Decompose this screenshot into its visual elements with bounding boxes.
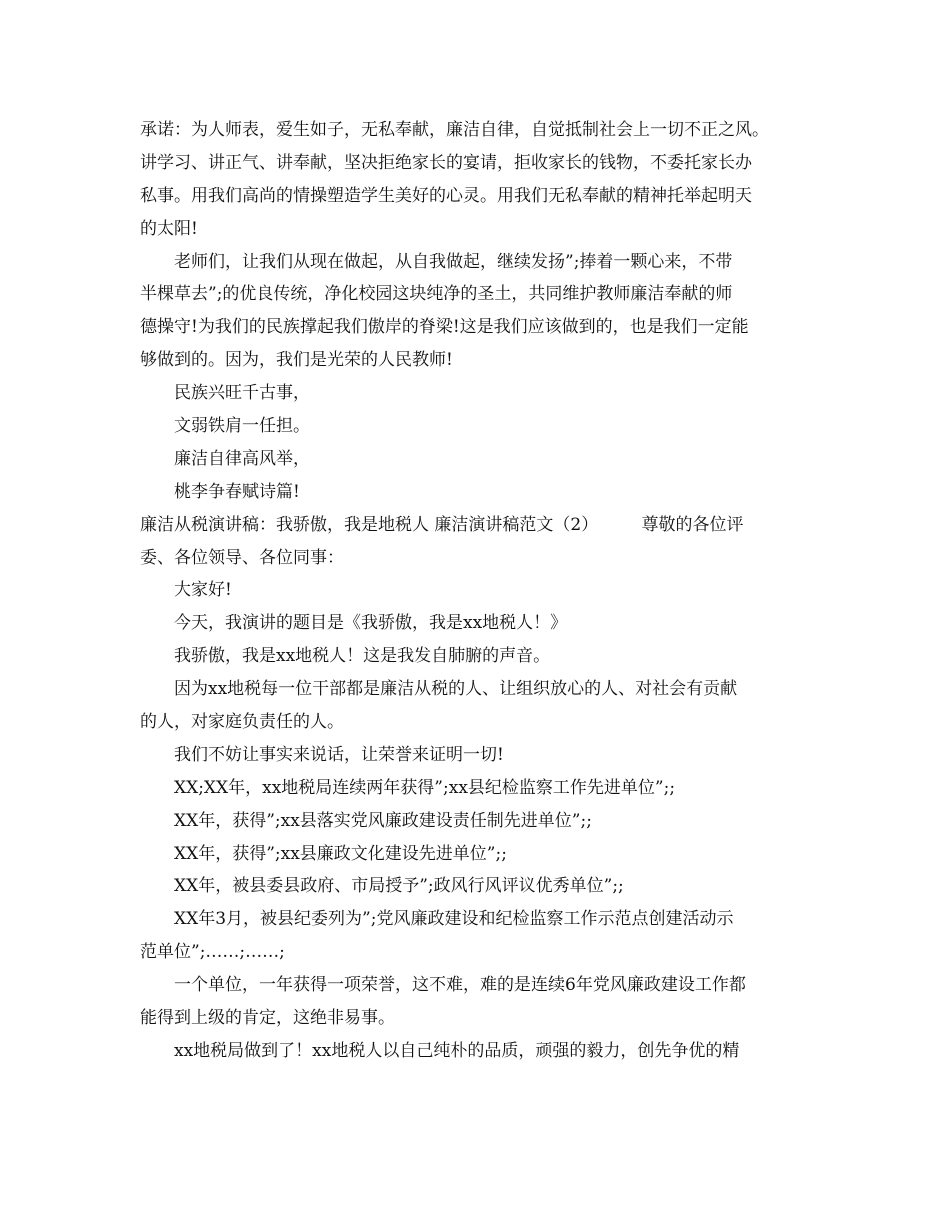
- text-line: 因为xx地税每一位干部都是廉洁从税的人、让组织放心的人、对社会有贡献: [174, 679, 738, 700]
- text-line: 大家好!: [174, 580, 232, 601]
- text-line: xx地税局做到了！xx地税人以自己纯朴的品质，顽强的毅力，创先争优的精: [174, 1040, 740, 1061]
- document-body: [140, 114, 820, 1068]
- text-line: 文弱铁肩一任担。: [174, 416, 310, 437]
- text-line: 够做到的。因为，我们是光荣的人民教师!: [140, 350, 453, 371]
- text-line: 廉洁从税演讲稿：我骄傲，我是地税人 廉洁演讲稿范文（2） 尊敬的各位评: [140, 514, 744, 535]
- text-line: 范单位”;……;……;: [140, 942, 285, 963]
- text-line: XX年，获得”;xx县落实党风廉政建设责任制先进单位”;;: [174, 810, 592, 831]
- text-line: 我骄傲，我是xx地税人！这是我发自肺腑的声音。: [174, 646, 551, 667]
- text-line: 私事。用我们高尚的情操塑造学生美好的心灵。用我们无私奉献的精神托举起明天: [140, 185, 752, 206]
- text-line: 讲学习、讲正气、讲奉献，坚决拒绝家长的宴请，拒收家长的钱物，不委托家长办: [140, 152, 752, 173]
- text-line: XX年，被县委县政府、市局授予”;政风行风评议优秀单位”;;: [174, 876, 624, 897]
- text-line: 一个单位，一年获得一项荣誉，这不难，难的是连续6年党风廉政建设工作都: [174, 975, 746, 996]
- text-line: 我们不妨让事实来说话，让荣誉来证明一切!: [174, 744, 504, 765]
- text-line: XX年，获得”;xx县廉政文化建设先进单位”;;: [174, 843, 507, 864]
- text-line: 老师们，让我们从现在做起，从自我做起，继续发扬”;捧着一颗心来，不带: [174, 251, 733, 272]
- text-line: 的人，对家庭负责任的人。: [140, 712, 344, 733]
- text-line: XX年3月，被县纪委列为”;党风廉政建设和纪检监察工作示范点创建活动示: [174, 909, 734, 930]
- text-line: 承诺：为人师表，爱生如子，无私奉献，廉洁自律，自觉抵制社会上一切不正之风。: [140, 120, 769, 140]
- text-line: 今天，我演讲的题目是《我骄傲，我是xx地税人！》: [174, 613, 568, 634]
- text-line: 的太阳!: [140, 218, 198, 239]
- text-line: 民族兴旺千古事，: [174, 383, 310, 404]
- text-line: 半棵草去”;的优良传统，净化校园这块纯净的圣土，共同维护教师廉洁奉献的师: [140, 284, 733, 305]
- text-line: 能得到上级的肯定，这绝非易事。: [140, 1008, 395, 1029]
- text-line: 德操守!为我们的民族撑起我们傲岸的脊梁!这是我们应该做到的，也是我们一定能: [140, 317, 749, 338]
- text-line: 委、各位领导、各位同事：: [140, 547, 344, 568]
- text-line: 桃李争春赋诗篇!: [174, 481, 300, 502]
- text-line: XX;XX年，xx地税局连续两年获得”;xx县纪检监察工作先进单位”;;: [174, 777, 676, 798]
- text-line: 廉洁自律高风举，: [174, 448, 310, 469]
